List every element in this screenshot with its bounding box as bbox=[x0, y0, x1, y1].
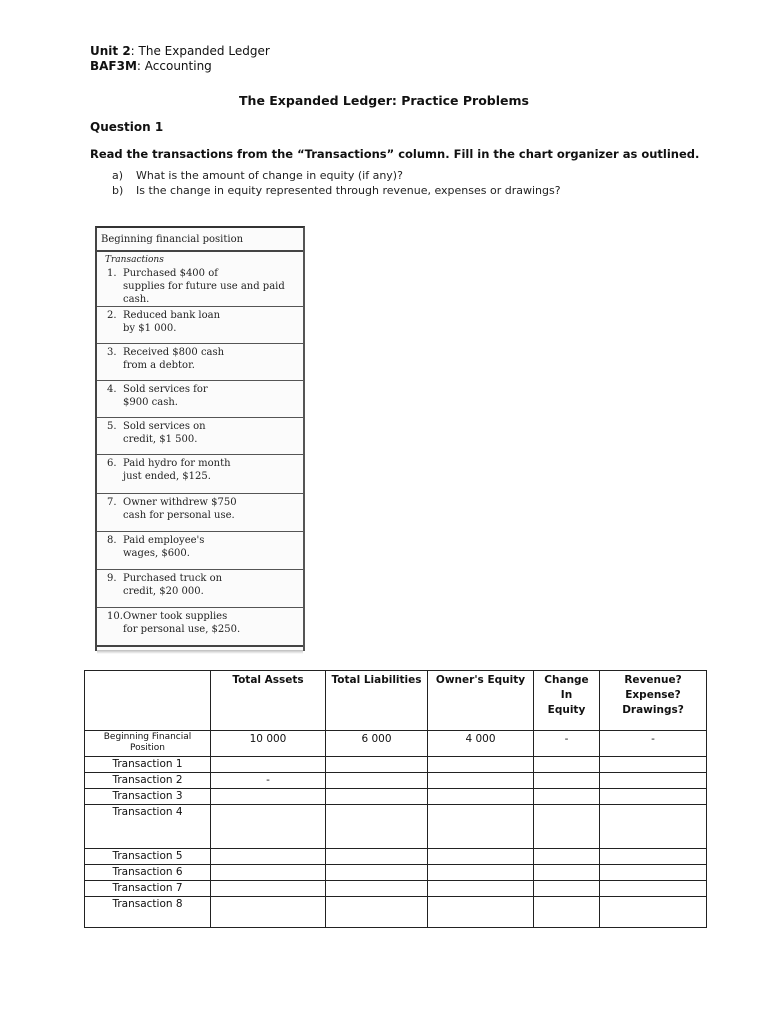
subquestion-item bbox=[112, 183, 561, 198]
scan-edge bbox=[97, 650, 303, 654]
scan-transaction-number: 8. bbox=[107, 535, 117, 546]
change-in-equity-cell[interactable]: - bbox=[534, 731, 600, 757]
scan-transaction-item bbox=[97, 570, 303, 608]
category-cell[interactable] bbox=[600, 773, 707, 789]
scan-transaction-item bbox=[97, 418, 303, 455]
course-text: : Accounting bbox=[136, 59, 212, 73]
scan-transaction-number: 5. bbox=[107, 421, 117, 432]
scan-subheading: Transactions bbox=[105, 255, 164, 265]
total-liabilities-header: Total Liabilities bbox=[326, 671, 428, 731]
change-in-equity-cell[interactable] bbox=[534, 865, 600, 881]
row-label: Transaction 1 bbox=[85, 757, 211, 773]
scan-transaction-text: Reduced bank loan by $1 000. bbox=[123, 310, 221, 334]
scan-transaction-number: 9. bbox=[107, 573, 117, 584]
table-header-row bbox=[85, 671, 707, 731]
total-liabilities-cell[interactable] bbox=[326, 789, 428, 805]
scan-transaction-row bbox=[107, 572, 303, 598]
scan-transaction-text: Paid employee's wages, $600. bbox=[123, 535, 205, 559]
scan-transaction-item bbox=[97, 608, 303, 647]
total-liabilities-cell[interactable] bbox=[326, 805, 428, 849]
scan-transaction-number: 2. bbox=[107, 310, 117, 321]
scan-transaction-text: Sold services for $900 cash. bbox=[123, 384, 208, 408]
table-row bbox=[85, 789, 707, 805]
scan-transaction-item bbox=[97, 344, 303, 381]
scan-transaction-row bbox=[107, 496, 303, 522]
total-assets-cell[interactable] bbox=[211, 789, 326, 805]
total-liabilities-cell[interactable] bbox=[326, 881, 428, 897]
document-header bbox=[90, 44, 270, 74]
scan-transaction-text: Purchased $400 of supplies for future use and paid cash. bbox=[123, 268, 285, 305]
scan-transaction-item bbox=[97, 494, 303, 532]
subquestion-text: Is the change in equity represented through revenue, expenses or drawings? bbox=[136, 184, 561, 197]
scan-transaction-number: 7. bbox=[107, 497, 117, 508]
subquestion-item bbox=[112, 168, 561, 183]
change-in-equity-cell[interactable] bbox=[534, 881, 600, 897]
scan-transaction-number: 3. bbox=[107, 347, 117, 358]
subquestion-marker: a) bbox=[112, 169, 124, 182]
category-cell[interactable] bbox=[600, 865, 707, 881]
total-liabilities-cell[interactable] bbox=[326, 897, 428, 928]
row-label: Transaction 8 bbox=[85, 897, 211, 928]
category-cell[interactable] bbox=[600, 789, 707, 805]
row-label: Transaction 3 bbox=[85, 789, 211, 805]
scan-transaction-number: 4. bbox=[107, 384, 117, 395]
scan-transaction-row bbox=[107, 457, 303, 483]
total-liabilities-cell[interactable]: 6 000 bbox=[326, 731, 428, 757]
subquestion-text: What is the amount of change in equity (if any)? bbox=[136, 169, 403, 182]
scan-transaction-row bbox=[107, 534, 303, 560]
change-in-equity-cell[interactable] bbox=[534, 805, 600, 849]
scan-transaction-number: 6. bbox=[107, 458, 117, 469]
total-assets-cell[interactable] bbox=[211, 897, 326, 928]
table-row bbox=[85, 757, 707, 773]
scan-transaction-text: Sold services on credit, $1 500. bbox=[123, 421, 206, 445]
change-in-equity-cell[interactable] bbox=[534, 849, 600, 865]
owners-equity-cell[interactable] bbox=[428, 805, 534, 849]
owners-equity-cell[interactable] bbox=[428, 773, 534, 789]
scan-transaction-text: Owner took supplies for personal use, $250. bbox=[123, 611, 241, 635]
unit-text: : The Expanded Ledger bbox=[130, 44, 270, 58]
table-row bbox=[85, 897, 707, 928]
row-label: Transaction 4 bbox=[85, 805, 211, 849]
total-assets-cell[interactable]: 10 000 bbox=[211, 731, 326, 757]
total-assets-cell[interactable] bbox=[211, 865, 326, 881]
category-cell[interactable] bbox=[600, 881, 707, 897]
table-row bbox=[85, 865, 707, 881]
scan-heading: Beginning financial position bbox=[97, 228, 303, 252]
revenue-expense-drawings-header: Revenue? Expense? Drawings? bbox=[600, 671, 707, 731]
category-cell[interactable] bbox=[600, 805, 707, 849]
page-title: The Expanded Ledger: Practice Problems bbox=[239, 93, 529, 108]
unit-label: Unit 2 bbox=[90, 44, 131, 58]
subquestion-list bbox=[112, 168, 561, 198]
owners-equity-cell[interactable]: 4 000 bbox=[428, 731, 534, 757]
category-cell[interactable]: - bbox=[600, 731, 707, 757]
scan-transaction-row bbox=[107, 383, 303, 409]
scan-transaction-item bbox=[97, 381, 303, 418]
course-line bbox=[90, 59, 270, 74]
scan-transaction-row bbox=[107, 309, 303, 335]
scan-transaction-text: Received $800 cash from a debtor. bbox=[123, 347, 225, 371]
table-row bbox=[85, 773, 707, 789]
change-in-equity-header: Change In Equity bbox=[534, 671, 600, 731]
chart-organizer-table bbox=[84, 670, 707, 928]
owners-equity-cell[interactable] bbox=[428, 849, 534, 865]
total-liabilities-cell[interactable] bbox=[326, 773, 428, 789]
scan-transaction-item bbox=[97, 532, 303, 570]
change-in-equity-cell[interactable] bbox=[534, 789, 600, 805]
scan-transaction-number: 10. bbox=[107, 611, 123, 622]
scan-transaction-row bbox=[107, 610, 303, 636]
row-label: Transaction 7 bbox=[85, 881, 211, 897]
scan-transaction-item bbox=[97, 455, 303, 494]
table-row bbox=[85, 731, 707, 757]
change-in-equity-cell[interactable] bbox=[534, 897, 600, 928]
total-assets-header: Total Assets bbox=[211, 671, 326, 731]
change-in-equity-cell[interactable] bbox=[534, 757, 600, 773]
table-row bbox=[85, 881, 707, 897]
owners-equity-cell[interactable] bbox=[428, 881, 534, 897]
total-liabilities-cell[interactable] bbox=[326, 757, 428, 773]
question-heading: Question 1 bbox=[90, 120, 164, 134]
subquestion-marker: b) bbox=[112, 184, 124, 197]
total-assets-cell[interactable] bbox=[211, 757, 326, 773]
total-assets-cell[interactable] bbox=[211, 849, 326, 865]
scan-transaction-row bbox=[107, 420, 303, 446]
table-body bbox=[85, 731, 707, 928]
scan-transaction-row bbox=[107, 267, 303, 306]
scan-transaction-text: Purchased truck on credit, $20 000. bbox=[123, 573, 223, 597]
blank-header bbox=[85, 671, 211, 731]
scan-transaction-item bbox=[97, 307, 303, 344]
total-liabilities-cell[interactable] bbox=[326, 849, 428, 865]
owners-equity-cell[interactable] bbox=[428, 757, 534, 773]
instruction-text: Read the transactions from the “Transactions” column. Fill in the chart organizer as outlined. bbox=[90, 147, 700, 161]
owners-equity-cell[interactable] bbox=[428, 865, 534, 881]
owners-equity-cell[interactable] bbox=[428, 897, 534, 928]
scan-transaction-list bbox=[97, 265, 303, 647]
scan-transaction-item bbox=[97, 265, 303, 307]
scan-transaction-text: Owner withdrew $750 cash for personal use. bbox=[123, 497, 237, 521]
owners-equity-cell[interactable] bbox=[428, 789, 534, 805]
row-label: Beginning Financial Position bbox=[85, 731, 211, 757]
table-row bbox=[85, 805, 707, 849]
unit-line bbox=[90, 44, 270, 59]
category-cell[interactable] bbox=[600, 897, 707, 928]
change-in-equity-cell[interactable] bbox=[534, 773, 600, 789]
table-row bbox=[85, 849, 707, 865]
scan-transaction-text: Paid hydro for month just ended, $125. bbox=[123, 458, 231, 482]
row-label: Transaction 2 bbox=[85, 773, 211, 789]
total-assets-cell[interactable]: - bbox=[211, 773, 326, 789]
scan-transaction-row bbox=[107, 346, 303, 372]
category-cell[interactable] bbox=[600, 849, 707, 865]
total-assets-cell[interactable] bbox=[211, 881, 326, 897]
owners-equity-header: Owner's Equity bbox=[428, 671, 534, 731]
total-liabilities-cell[interactable] bbox=[326, 865, 428, 881]
course-label: BAF3M bbox=[90, 59, 137, 73]
scan-transaction-number: 1. bbox=[107, 268, 117, 279]
total-assets-cell[interactable] bbox=[211, 805, 326, 849]
row-label: Transaction 6 bbox=[85, 865, 211, 881]
transactions-scan-image bbox=[95, 226, 305, 651]
row-label: Transaction 5 bbox=[85, 849, 211, 865]
category-cell[interactable] bbox=[600, 757, 707, 773]
